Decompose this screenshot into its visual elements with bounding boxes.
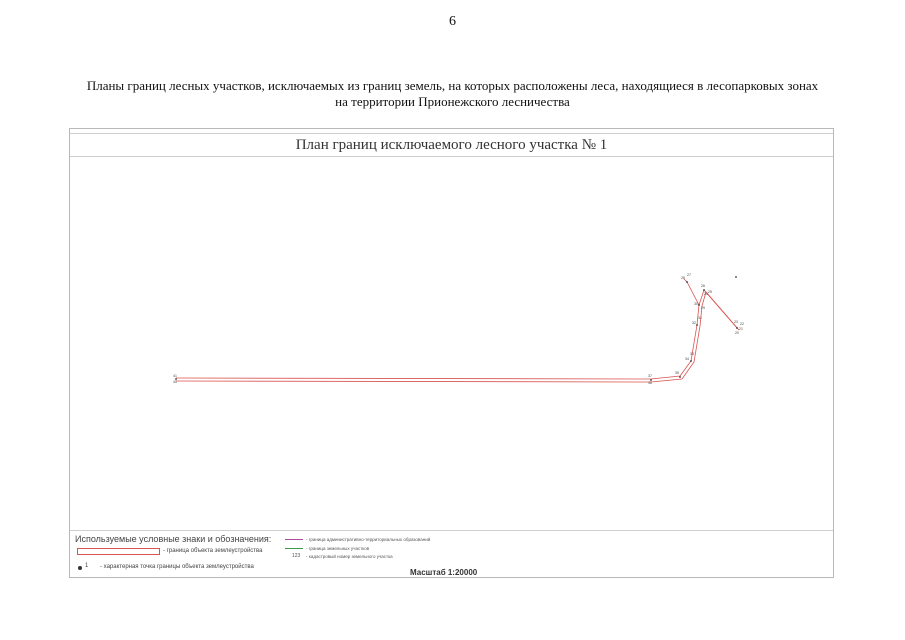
legend-boundary-swatch: [77, 548, 160, 555]
page-number: 6: [449, 14, 456, 29]
point-label: 20: [735, 331, 739, 335]
point-label: 36: [648, 381, 652, 385]
point-label: 31: [698, 316, 702, 320]
legend-cadastral-sample: 123: [292, 553, 301, 559]
point-label: 24: [704, 292, 708, 296]
legend-admin-label: - граница административно-территориальных образований: [306, 537, 431, 542]
boundary-point: [736, 327, 738, 329]
point-label: 34: [685, 357, 689, 361]
point-label: 33: [690, 352, 694, 356]
boundary-point: [696, 324, 698, 326]
boundary-point: [690, 360, 692, 362]
map-title: План границ исключаемого лесного участка № 1: [70, 133, 833, 157]
boundary-points: [175, 276, 738, 381]
point-label: 29: [701, 306, 705, 310]
point-label: 37: [648, 374, 652, 378]
plot-boundary-inner: [176, 292, 739, 382]
boundary-point: [686, 281, 688, 283]
legend-cadastral-label: - кадастровый номер земельного участка: [306, 554, 393, 559]
legend-point-label: - характерная точка границы объекта землеустройства: [100, 564, 254, 570]
point-label: 40: [173, 380, 177, 384]
legend-parcel-line: [285, 548, 303, 549]
point-label: 35: [675, 371, 679, 375]
plot-boundary-outer: [176, 290, 737, 379]
point-label: 21: [739, 327, 743, 331]
legend-point-number: 1: [85, 563, 89, 569]
legend-point-marker: [78, 566, 82, 570]
boundary-point: [703, 289, 705, 291]
point-label: 25: [708, 290, 712, 294]
point-labels: [173, 273, 744, 385]
point-label: 30: [694, 302, 698, 306]
map-canvas: [70, 129, 835, 529]
point-label: 41: [173, 374, 177, 378]
legend-parcel-label: - граница земельных участков: [306, 546, 370, 551]
point-label: 26: [701, 284, 705, 288]
point-label: 27: [687, 273, 691, 277]
legend-boundary-label: - граница объекта землеустройства: [163, 548, 263, 554]
plot-boundary: [176, 279, 739, 382]
legend-admin-line: [285, 539, 303, 540]
boundary-plan-map: [69, 128, 834, 578]
point-label: 32: [692, 321, 696, 325]
legend-title: Используемые условные знаки и обозначения:: [75, 534, 272, 544]
point-label: 22: [740, 322, 744, 326]
map-legend: [70, 530, 833, 579]
boundary-point: [698, 304, 700, 306]
point-label: 28: [681, 276, 685, 280]
boundary-point: [679, 376, 681, 378]
point-label: 23: [734, 320, 738, 324]
document-heading: Планы границ лесных участков, исключаемых из границ земель, на которых расположены леса, находящиеся в лесопарковых зонах на территории Прионежского лесничества: [86, 78, 819, 109]
map-scale: Масштаб 1:20000: [410, 568, 478, 577]
boundary-point: [735, 276, 737, 278]
